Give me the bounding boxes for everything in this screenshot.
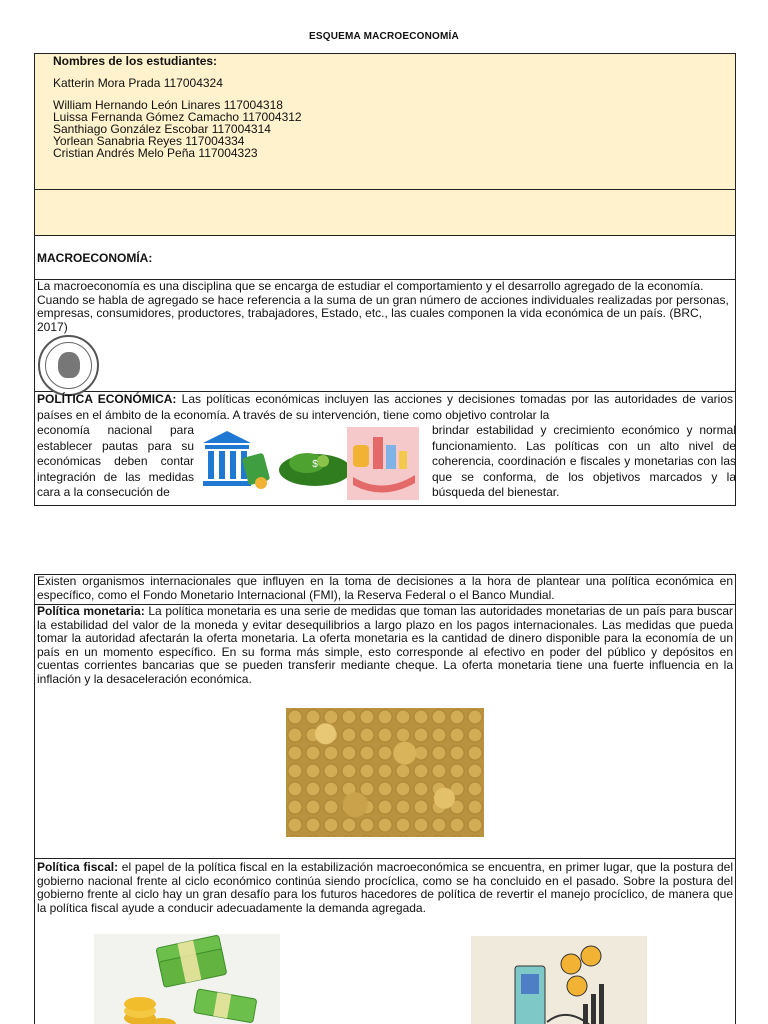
cash-stacks-image xyxy=(94,934,280,1024)
monetaria-text: La política monetaria es una serie de medidas que toman las autoridades monetarias de un país para buscar la estabilidad del valor de la moneda y evitar desequilibrios a largo plazo en los pagos internacionales. Las medidas que pueda tomar la autoridad afectarán la oferta monetaria. La oferta monetaria es la cantidad de dinero disponible para la economía de un país en un momento específico. En su forma más simple, esto corresponde al efectivo en poder del público y depósitos en cuentas corrientes bancarias que se pueden transferir mediante cheque. La oferta monetaria tiene una fuerte influencia en la inflación y la desaceleración económica. xyxy=(37,604,733,686)
student-name: William Hernando León Linares 117004318 xyxy=(53,98,283,112)
city-savings-icon xyxy=(347,427,419,500)
empty-row xyxy=(35,190,735,236)
macro-definition xyxy=(35,280,735,392)
finance-illustration xyxy=(471,936,647,1024)
student-name: Yorlean Sanabria Reyes 117004334 xyxy=(53,134,245,148)
monetaria-label: Política monetaria: xyxy=(37,604,145,618)
organismos-text: Existen organismos internacionales que influyen en la toma de decisiones a la hora de plantear una política económica en específico, como el Fondo Monetario Internacional (FMI), la Reserva Federal o el Banco Mundial. xyxy=(35,575,735,605)
students-section xyxy=(35,54,735,190)
students-header: Nombres de los estudiantes: xyxy=(53,54,218,68)
svg-text:$: $ xyxy=(312,459,318,470)
student-name: Cristian Andrés Melo Peña 117004323 xyxy=(53,146,258,160)
macro-heading: MACROECONOMÍA: xyxy=(35,236,735,280)
politica-economica-section xyxy=(35,392,735,505)
summary-table xyxy=(34,53,736,506)
economy-illustration xyxy=(197,425,421,502)
politica-left-text: economía nacional para establecer pautas para su económicas deben contar integración de las medidas cara a la consecución de xyxy=(37,423,194,499)
politica-right-text: brindar estabilidad y crecimiento económico y normal funcionamiento. Las políticas con un alto nivel de coherencia, coordinación e fiscales y monetarias con las que se conforma, de los objetivos marcados y la búsqueda del bienestar. xyxy=(432,423,736,499)
fiscal-label: Política fiscal: xyxy=(37,860,119,874)
student-name: Luissa Fernanda Gómez Camacho 117004312 xyxy=(53,110,302,124)
macro-citation: (BRC, 2017) xyxy=(37,306,703,334)
fiscal-section xyxy=(35,859,735,915)
document-title: ESQUEMA MACROECONOMÍA xyxy=(309,31,459,42)
politica-economica-label: POLÍTICA ECONÓMICA: xyxy=(37,392,177,406)
student-name: Santhiago González Escobar 117004314 xyxy=(53,122,271,136)
politica-economica-intro: Las políticas económicas incluyen las acciones y decisiones tomadas por las autoridades de varios países en el ámbito de la economía. A través de su intervención, tiene como objetivo controlar la xyxy=(37,392,733,422)
macro-text: La macroeconomía es una disciplina que se encarga de estudiar el comportamiento y el desarrollo agregado de la economía. Cuando se habla de agregado se hace referencia a la suma de un gran número de acciones individuales realizadas por personas, empresas, consumidores, productores, trabajadores, Estado, etc., las cuales componen la vida económica de un país. xyxy=(37,279,729,320)
student-name: Katterin Mora Prada 117004324 xyxy=(53,76,223,90)
policies-table xyxy=(34,574,736,1024)
gold-coins-image xyxy=(286,708,484,837)
fiscal-text: el papel de la política fiscal en la estabilización macroeconómica se encuentra, en primer lugar, que la postura del gobierno nacional frente al ciclo económico continúa siendo procíclica, como se ha concluido en el pasado. Sobre la postura del gobierno frente al ciclo hay un gran desafío para los futuros hacedores de política de revertir el manejo procíclico, de manera que la política fiscal ayude a conducir adecuadamente la demanda agregada. xyxy=(37,860,733,915)
bank-seal-logo xyxy=(38,335,99,396)
